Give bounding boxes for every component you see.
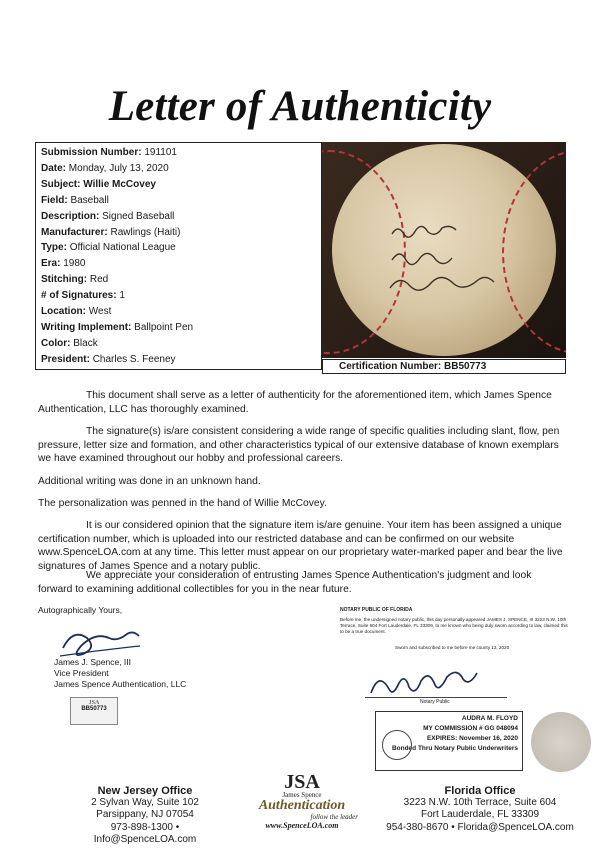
fl-line1: 3223 N.W. 10th Terrace, Suite 604 xyxy=(403,797,557,809)
item-details-box xyxy=(35,142,322,370)
info-label: Field: xyxy=(41,194,68,206)
stamp-bonded: Bonded Thru Notary Public Underwriters xyxy=(391,745,518,752)
info-label: Description: xyxy=(41,210,100,222)
notary-public-label: Notary Public xyxy=(420,699,450,705)
info-label: Date: xyxy=(41,162,67,174)
nj-line2: Parsippany, NJ 07054 xyxy=(96,809,194,821)
info-value: Official National League xyxy=(69,242,176,254)
jsa-logo: JSA James Spence Authentication follow the leader www.SpenceLOA.com xyxy=(246,773,358,833)
info-row xyxy=(41,193,316,209)
info-row xyxy=(41,336,316,352)
fl-office xyxy=(375,785,585,834)
info-label: Color: xyxy=(41,337,71,349)
info-row xyxy=(41,177,316,193)
info-row xyxy=(41,288,316,304)
notary-signature xyxy=(365,667,495,701)
certification-label: Certification Number: xyxy=(339,361,442,372)
certification-number-box xyxy=(322,359,566,374)
signer-block xyxy=(54,657,186,690)
info-value: 191101 xyxy=(144,147,177,158)
website-url: www.SpenceLOA.com xyxy=(265,821,339,830)
paragraph-analysis: The signature(s) is/are consistent considering a wide range of specific qualities including slant, flow, pen pressure, letter size and formation, and other characteristics typical of our extensive database of known exemplars we have examined throughout our hobby and professional careers. xyxy=(38,426,560,465)
info-value: 1980 xyxy=(63,258,86,270)
letter-title: Letter of Authenticity xyxy=(108,83,492,130)
info-value: Baseball xyxy=(70,194,109,206)
signoff-closing: Autographically Yours, xyxy=(38,605,123,615)
info-value: Signed Baseball xyxy=(102,210,175,222)
baseball-inscription xyxy=(322,142,566,358)
signer-role: Vice President xyxy=(54,668,109,678)
info-value: Red xyxy=(89,274,109,286)
nj-heading: New Jersey Office xyxy=(97,785,193,797)
info-row xyxy=(41,272,316,288)
info-value: Black xyxy=(73,337,98,349)
paragraph-additional-writing: Additional writing was done in an unknown hand. xyxy=(38,476,261,487)
notary-sworn-line: Sworn and subscribed to me before me county 13, 2020 xyxy=(395,645,510,650)
info-value: Ballpoint Pen xyxy=(134,321,194,333)
info-value: Willie McCovey xyxy=(83,178,156,190)
info-label: Subject: xyxy=(41,178,81,190)
info-row xyxy=(41,145,316,161)
info-value: Monday, July 13, 2020 xyxy=(68,162,169,174)
info-row xyxy=(41,320,316,336)
info-row xyxy=(41,225,316,241)
stamp-name: AUDRA M. FLOYD xyxy=(461,715,518,722)
spence-signature xyxy=(58,620,148,660)
info-row xyxy=(41,256,316,272)
paragraph-intro: This document shall serve as a letter of authenticity for the aforementioned item, which James Spence Authentication, LLC has thoroughly examined. xyxy=(38,390,552,415)
info-row xyxy=(41,209,316,225)
info-value: Rawlings (Haiti) xyxy=(110,226,181,238)
notary-text-block xyxy=(340,607,570,651)
fl-heading: Florida Office xyxy=(444,785,516,797)
nj-line3: 973-898-1300 • Info@SpenceLOA.com xyxy=(93,821,197,845)
sticker-number: BB50773 xyxy=(81,706,107,712)
info-label: Type: xyxy=(41,242,67,254)
notary-heading: NOTARY PUBLIC OF FLORIDA xyxy=(340,607,413,613)
paragraph-closing: We appreciate your consideration of entrusting James Spence Authentication's judgment and look forward to examining additional collectibles for you in the near future. xyxy=(38,570,532,595)
info-label: # of Signatures: xyxy=(41,290,117,302)
info-row xyxy=(41,240,316,256)
nj-line1: 2 Sylvan Way, Suite 102 xyxy=(91,797,199,809)
embossed-seal xyxy=(531,712,591,772)
info-label: Submission Number: xyxy=(41,147,142,158)
florida-seal-icon xyxy=(382,730,412,760)
fl-line2: Fort Lauderdale, FL 33309 xyxy=(420,809,540,821)
info-row xyxy=(41,161,316,177)
info-label: Writing Implement: xyxy=(41,321,132,333)
nj-office xyxy=(65,785,225,846)
info-label: Stitching: xyxy=(41,274,88,286)
info-row xyxy=(41,304,316,320)
signer-company: James Spence Authentication, LLC xyxy=(54,679,187,689)
info-label: Era: xyxy=(41,258,61,270)
info-value: Charles S. Feeney xyxy=(92,353,176,365)
paragraph-opinion: It is our considered opinion that the signature item is/are genuine. Your item has been assigned a unique certification number, which is uploaded into our restricted database and can be confirmed on our website www.SpenceLOA.com at any time. This letter must appear on our proprietary water-marked paper and bear the live signatures of James Spence and a notary public. xyxy=(38,520,563,572)
info-row xyxy=(41,352,316,368)
fl-line3: 954-380-8670 • Florida@SpenceLOA.com xyxy=(386,821,574,833)
stamp-expires: EXPIRES: November 16, 2020 xyxy=(426,735,518,742)
hologram-sticker: JSA BB50773 xyxy=(70,697,118,725)
certification-number: BB50773 xyxy=(444,361,487,372)
signed-baseball-photo xyxy=(322,142,566,358)
notary-statement: Before me, the undersigned notary public, this day personally appeared JAMES J. SPENCE, III 3223 N.W. 10th Terrace, Suite 604 Fort Lauderdale, FL 33309, to me known who being duly sworn according to law, claimed this to be a true document. xyxy=(340,617,568,634)
info-label: Location: xyxy=(41,306,86,318)
signer-name: James J. Spence, III xyxy=(54,657,132,667)
paragraph-personalization: The personalization was penned in the hand of Willie McCovey. xyxy=(38,498,327,509)
info-label: Manufacturer: xyxy=(41,226,108,238)
info-label: President: xyxy=(41,353,90,365)
info-value: 1 xyxy=(119,290,125,302)
info-value: West xyxy=(88,306,112,318)
stamp-commission: MY COMMISSION # GG 048094 xyxy=(423,725,518,732)
